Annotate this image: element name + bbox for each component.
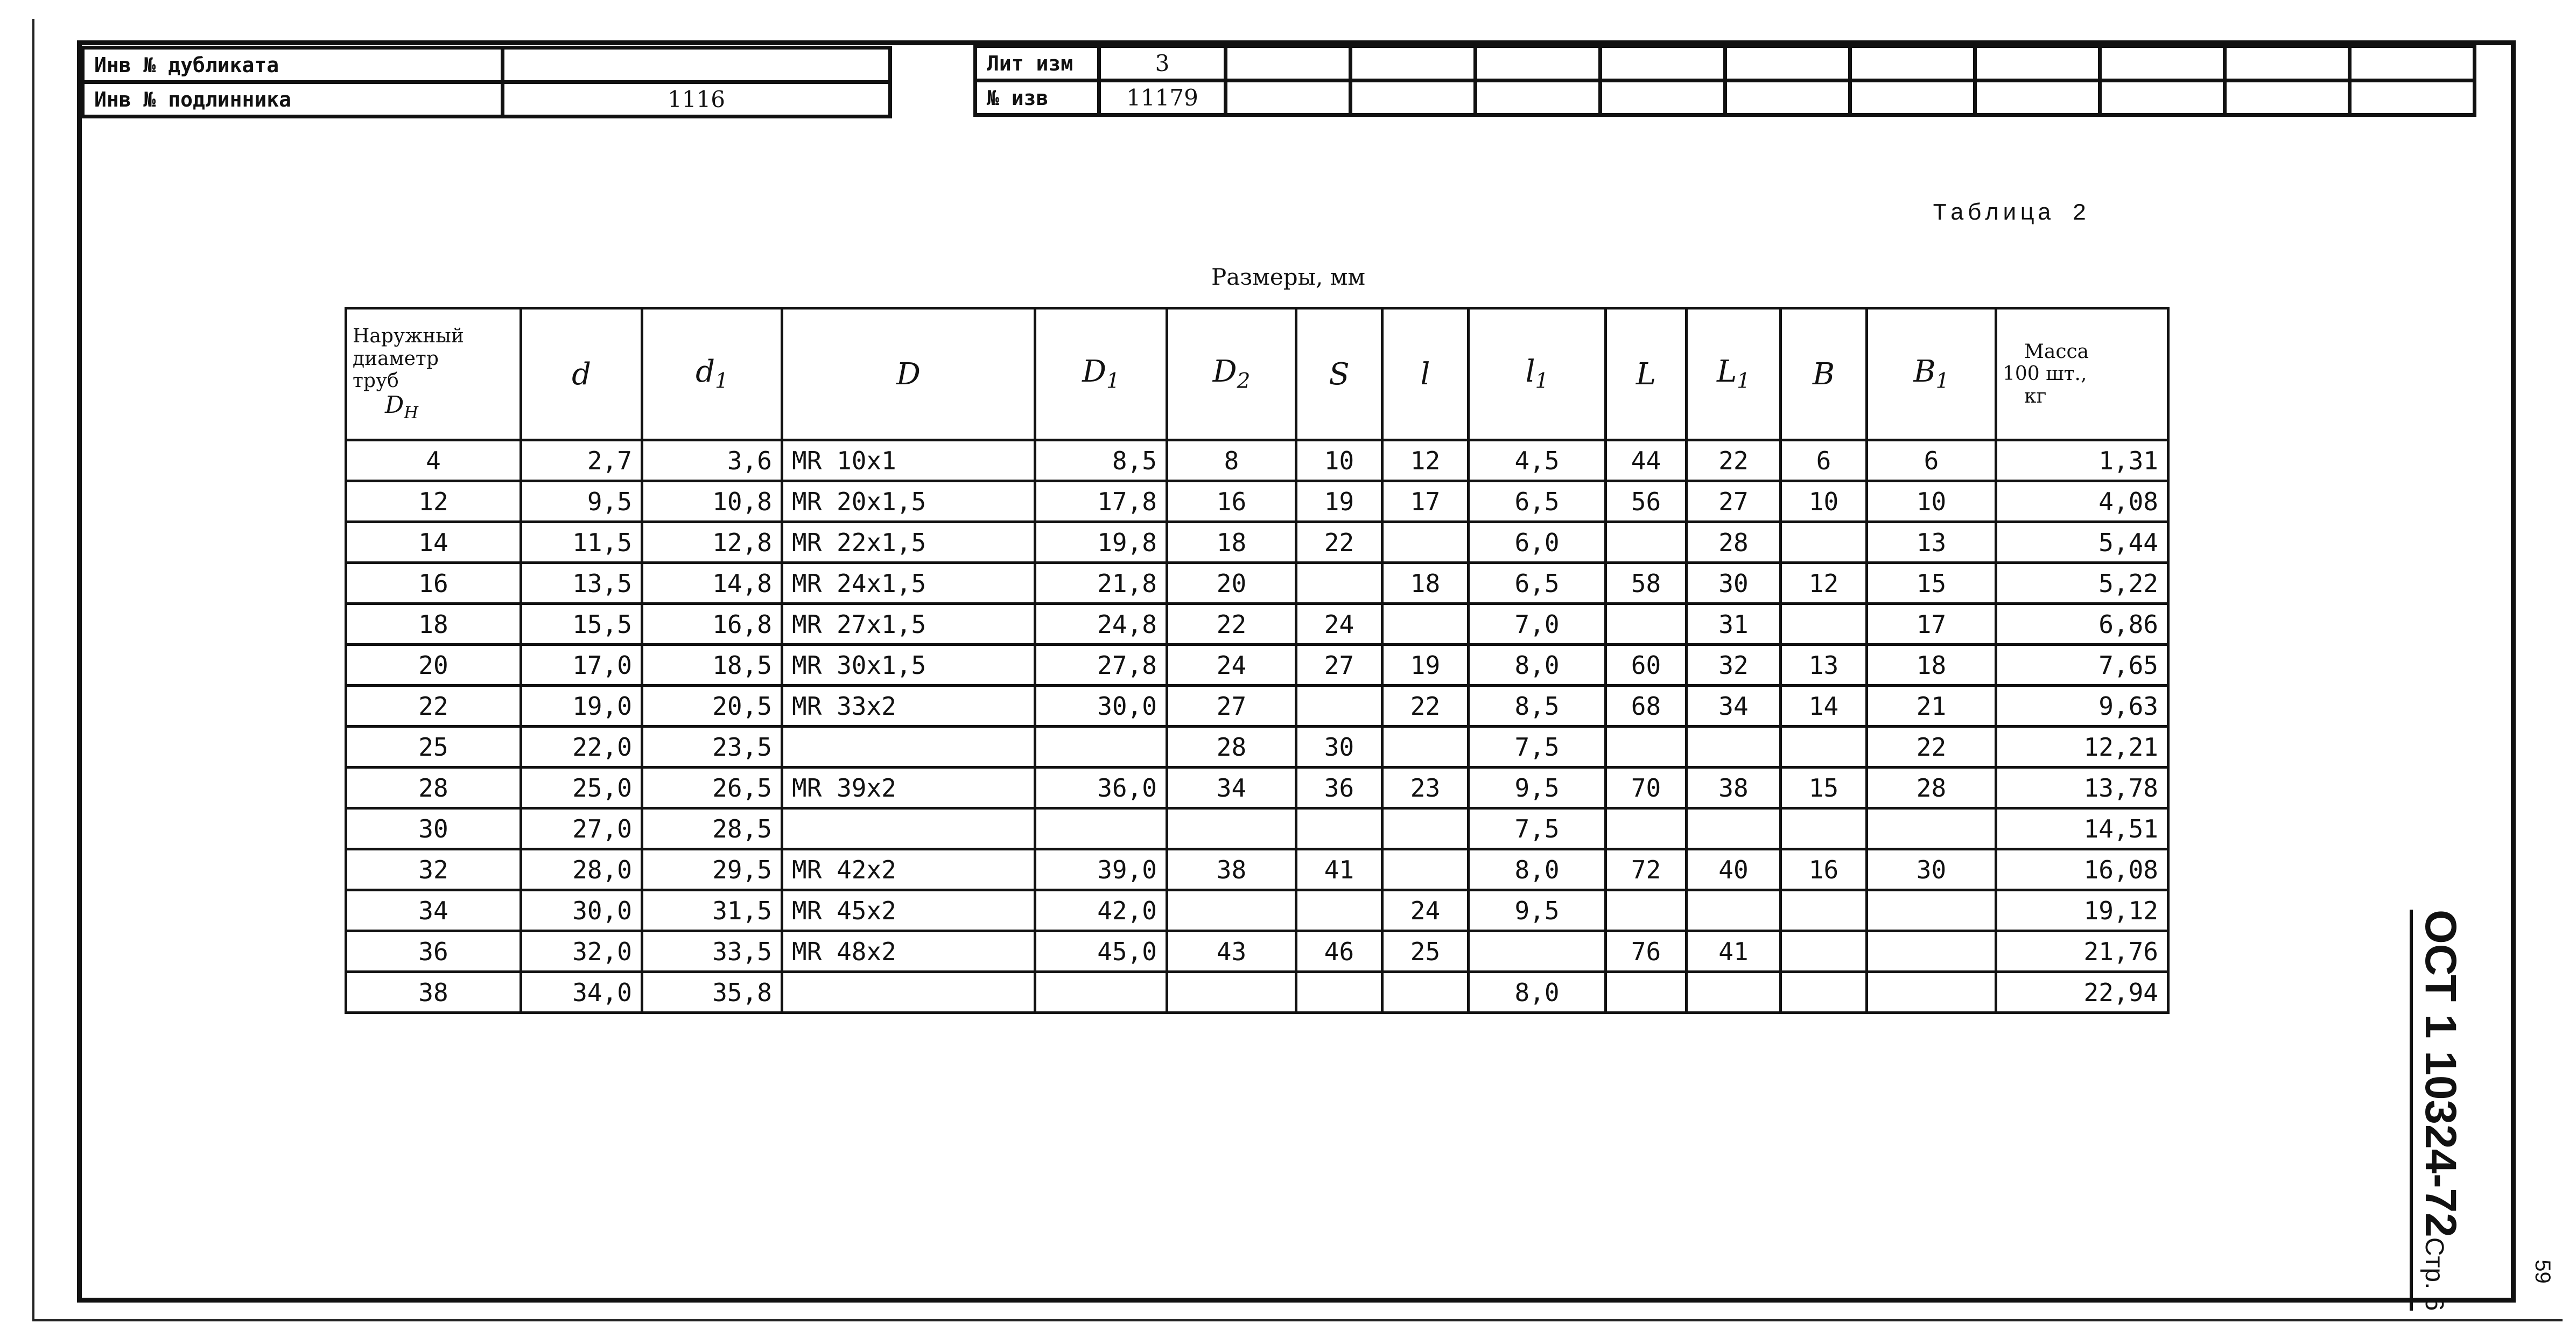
cell-l1: 27	[1687, 481, 1781, 522]
cell-l1	[1469, 931, 1606, 972]
cell-d: 13,5	[521, 563, 642, 604]
cell-mass: 16,08	[1996, 849, 2168, 890]
cell-mass: 7,65	[1996, 645, 2168, 686]
blank-cell	[1226, 81, 1351, 115]
izv-value: 11179	[1099, 81, 1226, 115]
orig-value: 1116	[503, 82, 890, 117]
cell-b	[1781, 931, 1867, 972]
cell-b	[1781, 808, 1867, 849]
cell-mass: 12,21	[1996, 727, 2168, 768]
cell-s: 19	[1296, 481, 1382, 522]
cell-d1: 14,8	[642, 563, 782, 604]
blank-cell	[1476, 46, 1601, 81]
cell-l	[1606, 972, 1687, 1013]
cell-d: 2,7	[521, 440, 642, 481]
cell-mass: 21,76	[1996, 931, 2168, 972]
col-L1: $L_1$	[1687, 308, 1781, 440]
cell-l1: 7,5	[1469, 808, 1606, 849]
cell-mass: 9,63	[1996, 686, 2168, 727]
cell-l1	[1687, 808, 1781, 849]
cell-b: 14	[1781, 686, 1867, 727]
header-line: диаметр	[353, 347, 439, 370]
table-row	[346, 768, 2168, 808]
cell-d: 11,5	[521, 522, 642, 563]
table-row	[346, 440, 2168, 481]
blank-cell	[1725, 81, 1850, 115]
cell-l1: 6,5	[1469, 563, 1606, 604]
cell-d1: 19,8	[1035, 522, 1167, 563]
cell-d1: 29,5	[642, 849, 782, 890]
cell-mass: 4,08	[1996, 481, 2168, 522]
blank-cell	[1226, 46, 1351, 81]
cell-dh: 34	[346, 890, 521, 931]
cell-d: MR 10x1	[782, 440, 1035, 481]
header-row	[346, 308, 2168, 440]
cell-d1: 26,5	[642, 768, 782, 808]
cell-mass: 5,22	[1996, 563, 2168, 604]
cell-l	[1606, 522, 1687, 563]
cell-dh: 20	[346, 645, 521, 686]
cell-s: 10	[1296, 440, 1382, 481]
cell-l1: 28	[1687, 522, 1781, 563]
cell-d: MR 27x1,5	[782, 604, 1035, 645]
cell-l1: 8,5	[1469, 686, 1606, 727]
cell-d: MR 45x2	[782, 890, 1035, 931]
cell-l: 23	[1382, 768, 1469, 808]
cell-l	[1606, 890, 1687, 931]
cell-b1: 18	[1867, 645, 1996, 686]
cell-b: 12	[1781, 563, 1867, 604]
cell-d1: 31,5	[642, 890, 782, 931]
cell-l: 19	[1382, 645, 1469, 686]
cell-b: 16	[1781, 849, 1867, 890]
cell-l1: 8,0	[1469, 972, 1606, 1013]
cell-b1: 15	[1867, 563, 1996, 604]
cell-l	[1382, 972, 1469, 1013]
table-body	[346, 440, 2168, 1013]
cell-dh: 28	[346, 768, 521, 808]
stamp-changes	[973, 44, 2476, 117]
cell-d1: 18,5	[642, 645, 782, 686]
col-d1: $d_1$	[642, 308, 782, 440]
cell-s: 36	[1296, 768, 1382, 808]
cell-d1	[1035, 727, 1167, 768]
cell-l1: 8,0	[1469, 849, 1606, 890]
cell-b	[1781, 890, 1867, 931]
dup-value	[503, 48, 890, 82]
table-row	[346, 890, 2168, 931]
cell-d1: 35,8	[642, 972, 782, 1013]
header-line: труб	[353, 370, 399, 392]
cell-s: 27	[1296, 645, 1382, 686]
cell-d1: 27,8	[1035, 645, 1167, 686]
cell-l: 12	[1382, 440, 1469, 481]
blank-cell	[2350, 81, 2475, 115]
cell-d: MR 30x1,5	[782, 645, 1035, 686]
cell-d1: 33,5	[642, 931, 782, 972]
cell-l1: 6,5	[1469, 481, 1606, 522]
cell-l: 44	[1606, 440, 1687, 481]
blank-cell	[2225, 81, 2350, 115]
header-line: 100 шт.,	[2003, 363, 2087, 385]
table-row	[346, 727, 2168, 768]
cell-l	[1382, 727, 1469, 768]
standard-code-text: ОСТ 1 10324-72Стр. 6	[2410, 910, 2466, 1311]
cell-d2: 16	[1167, 481, 1296, 522]
header-line: Наружный	[353, 325, 464, 348]
cell-dh: 18	[346, 604, 521, 645]
cell-l1: 32	[1687, 645, 1781, 686]
cell-d1: 45,0	[1035, 931, 1167, 972]
cell-l1: 41	[1687, 931, 1781, 972]
col-D1: $D_1$	[1035, 308, 1167, 440]
cell-d	[782, 727, 1035, 768]
blank-cell	[2350, 46, 2475, 81]
cell-b1: 10	[1867, 481, 1996, 522]
cell-d1: 16,8	[642, 604, 782, 645]
table-number: Таблица 2	[1933, 200, 2090, 227]
table-row	[346, 849, 2168, 890]
cell-dh: 38	[346, 972, 521, 1013]
col-outer-diameter	[346, 308, 521, 440]
cell-d1: 28,5	[642, 808, 782, 849]
cell-mass: 13,78	[1996, 768, 2168, 808]
cell-mass: 22,94	[1996, 972, 2168, 1013]
col-d: d	[521, 308, 642, 440]
blank-cell	[1351, 81, 1476, 115]
cell-b1: 6	[1867, 440, 1996, 481]
col-D2: $D_2$	[1167, 308, 1296, 440]
blank-cell	[1476, 81, 1601, 115]
col-D: D	[782, 308, 1035, 440]
cell-d1: 23,5	[642, 727, 782, 768]
cell-s	[1296, 808, 1382, 849]
cell-mass: 1,31	[1996, 440, 2168, 481]
izv-label: № изв	[975, 81, 1099, 115]
cell-d: 27,0	[521, 808, 642, 849]
col-l1: $l_1$	[1469, 308, 1606, 440]
cell-b	[1781, 522, 1867, 563]
header-line: кг	[2024, 385, 2047, 407]
cell-d: 9,5	[521, 481, 642, 522]
col-B: B	[1781, 308, 1867, 440]
cell-b	[1781, 972, 1867, 1013]
table-row	[346, 808, 2168, 849]
dimensions-table	[345, 307, 2170, 1014]
cell-s	[1296, 972, 1382, 1013]
cell-b1: 22	[1867, 727, 1996, 768]
cell-d: MR 20x1,5	[782, 481, 1035, 522]
cell-l1: 7,0	[1469, 604, 1606, 645]
lit-label: Лит изм	[975, 46, 1099, 81]
cell-d1: 39,0	[1035, 849, 1167, 890]
cell-mass: 19,12	[1996, 890, 2168, 931]
col-L: L	[1606, 308, 1687, 440]
cell-l: 17	[1382, 481, 1469, 522]
cell-b1: 17	[1867, 604, 1996, 645]
cell-b1	[1867, 808, 1996, 849]
standard-code	[2416, 910, 2466, 1311]
table-row	[346, 481, 2168, 522]
cell-d1: 36,0	[1035, 768, 1167, 808]
cell-l: 76	[1606, 931, 1687, 972]
cell-l1: 31	[1687, 604, 1781, 645]
cell-l1: 6,0	[1469, 522, 1606, 563]
cell-d: MR 33x2	[782, 686, 1035, 727]
cell-d2: 38	[1167, 849, 1296, 890]
cell-l: 60	[1606, 645, 1687, 686]
cell-l	[1606, 808, 1687, 849]
cell-d1	[1035, 808, 1167, 849]
col-B1: $B_1$	[1867, 308, 1996, 440]
cell-l1: 7,5	[1469, 727, 1606, 768]
cell-b1: 30	[1867, 849, 1996, 890]
cell-l1: 40	[1687, 849, 1781, 890]
cell-d2	[1167, 890, 1296, 931]
cell-l: 58	[1606, 563, 1687, 604]
cell-d1: 12,8	[642, 522, 782, 563]
cell-d: 15,5	[521, 604, 642, 645]
cell-l: 68	[1606, 686, 1687, 727]
cell-b1	[1867, 890, 1996, 931]
blank-cell	[1601, 81, 1725, 115]
col-l: l	[1382, 308, 1469, 440]
cell-dh: 14	[346, 522, 521, 563]
cell-b: 6	[1781, 440, 1867, 481]
cell-d1	[1035, 972, 1167, 1013]
cell-s: 22	[1296, 522, 1382, 563]
cell-l1: 22	[1687, 440, 1781, 481]
orig-label: Инв № подлинника	[83, 82, 503, 117]
table-row	[346, 645, 2168, 686]
table-row	[346, 686, 2168, 727]
cell-b1: 28	[1867, 768, 1996, 808]
cell-dh: 32	[346, 849, 521, 890]
blank-cell	[1975, 81, 2100, 115]
cell-b1	[1867, 972, 1996, 1013]
cell-d: 25,0	[521, 768, 642, 808]
cell-d: 34,0	[521, 972, 642, 1013]
dup-label: Инв № дубликата	[83, 48, 503, 82]
cell-dh: 30	[346, 808, 521, 849]
cell-d2	[1167, 808, 1296, 849]
units-caption: Размеры, мм	[1211, 264, 1366, 290]
cell-d	[782, 808, 1035, 849]
cell-l	[1382, 522, 1469, 563]
cell-d2: 18	[1167, 522, 1296, 563]
cell-mass: 14,51	[1996, 808, 2168, 849]
table-row	[346, 972, 2168, 1013]
cell-d2: 22	[1167, 604, 1296, 645]
cell-b1	[1867, 931, 1996, 972]
cell-d1: 42,0	[1035, 890, 1167, 931]
cell-l: 56	[1606, 481, 1687, 522]
stamp-inventory	[81, 46, 892, 118]
cell-d2: 24	[1167, 645, 1296, 686]
cell-b	[1781, 604, 1867, 645]
cell-d2: 28	[1167, 727, 1296, 768]
cell-l: 25	[1382, 931, 1469, 972]
cell-d: MR 39x2	[782, 768, 1035, 808]
cell-l1: 9,5	[1469, 768, 1606, 808]
cell-dh: 12	[346, 481, 521, 522]
cell-l1	[1687, 727, 1781, 768]
col-mass	[1996, 308, 2168, 440]
cell-mass: 5,44	[1996, 522, 2168, 563]
cell-l1	[1687, 972, 1781, 1013]
cell-s: 46	[1296, 931, 1382, 972]
cell-b1: 13	[1867, 522, 1996, 563]
header-symbol: $D_H$	[385, 391, 419, 423]
cell-d1: 21,8	[1035, 563, 1167, 604]
cell-s: 30	[1296, 727, 1382, 768]
cell-b: 10	[1781, 481, 1867, 522]
cell-s	[1296, 563, 1382, 604]
cell-l1	[1687, 890, 1781, 931]
cell-d2: 27	[1167, 686, 1296, 727]
cell-b	[1781, 727, 1867, 768]
sheet-number: 59	[2530, 1259, 2554, 1284]
cell-l	[1382, 604, 1469, 645]
table-row	[346, 563, 2168, 604]
cell-dh: 4	[346, 440, 521, 481]
blank-cell	[1601, 46, 1725, 81]
col-S: S	[1296, 308, 1382, 440]
blank-cell	[2100, 81, 2225, 115]
cell-d2: 34	[1167, 768, 1296, 808]
cell-d: 22,0	[521, 727, 642, 768]
cell-d: 28,0	[521, 849, 642, 890]
cell-s: 41	[1296, 849, 1382, 890]
cell-l1: 9,5	[1469, 890, 1606, 931]
cell-d2: 20	[1167, 563, 1296, 604]
cell-d1: 10,8	[642, 481, 782, 522]
cell-l1: 30	[1687, 563, 1781, 604]
table-row	[346, 931, 2168, 972]
cell-l: 72	[1606, 849, 1687, 890]
cell-l	[1382, 849, 1469, 890]
cell-d: 19,0	[521, 686, 642, 727]
cell-l1: 34	[1687, 686, 1781, 727]
cell-l	[1606, 727, 1687, 768]
cell-l: 22	[1382, 686, 1469, 727]
cell-d1: 24,8	[1035, 604, 1167, 645]
cell-d: MR 22x1,5	[782, 522, 1035, 563]
cell-l: 70	[1606, 768, 1687, 808]
cell-d2: 8	[1167, 440, 1296, 481]
cell-l: 18	[1382, 563, 1469, 604]
cell-d1: 20,5	[642, 686, 782, 727]
table-row	[346, 522, 2168, 563]
blank-cell	[1725, 46, 1850, 81]
cell-d	[782, 972, 1035, 1013]
cell-l1: 38	[1687, 768, 1781, 808]
cell-l	[1382, 808, 1469, 849]
cell-dh: 25	[346, 727, 521, 768]
cell-l1: 4,5	[1469, 440, 1606, 481]
blank-cell	[1850, 81, 1975, 115]
header-line: Масса	[2024, 340, 2089, 363]
blank-cell	[2225, 46, 2350, 81]
cell-d: MR 24x1,5	[782, 563, 1035, 604]
cell-d2	[1167, 972, 1296, 1013]
cell-l1: 8,0	[1469, 645, 1606, 686]
cell-l	[1606, 604, 1687, 645]
cell-d1: 17,8	[1035, 481, 1167, 522]
cell-d: 17,0	[521, 645, 642, 686]
cell-b1: 21	[1867, 686, 1996, 727]
cell-d: 30,0	[521, 890, 642, 931]
cell-dh: 16	[346, 563, 521, 604]
cell-l: 24	[1382, 890, 1469, 931]
page-label: Стр. 6	[2420, 1237, 2448, 1311]
cell-b: 15	[1781, 768, 1867, 808]
cell-d2: 43	[1167, 931, 1296, 972]
blank-cell	[2100, 46, 2225, 81]
cell-mass: 6,86	[1996, 604, 2168, 645]
cell-dh: 22	[346, 686, 521, 727]
blank-cell	[1975, 46, 2100, 81]
cell-s	[1296, 890, 1382, 931]
cell-b: 13	[1781, 645, 1867, 686]
cell-dh: 36	[346, 931, 521, 972]
lit-value: 3	[1099, 46, 1226, 81]
cell-d1: 30,0	[1035, 686, 1167, 727]
cell-d1: 8,5	[1035, 440, 1167, 481]
table-row	[346, 604, 2168, 645]
blank-cell	[1351, 46, 1476, 81]
cell-d: MR 48x2	[782, 931, 1035, 972]
cell-d: MR 42x2	[782, 849, 1035, 890]
cell-s: 24	[1296, 604, 1382, 645]
cell-s	[1296, 686, 1382, 727]
cell-d: 32,0	[521, 931, 642, 972]
cell-d1: 3,6	[642, 440, 782, 481]
blank-cell	[1850, 46, 1975, 81]
